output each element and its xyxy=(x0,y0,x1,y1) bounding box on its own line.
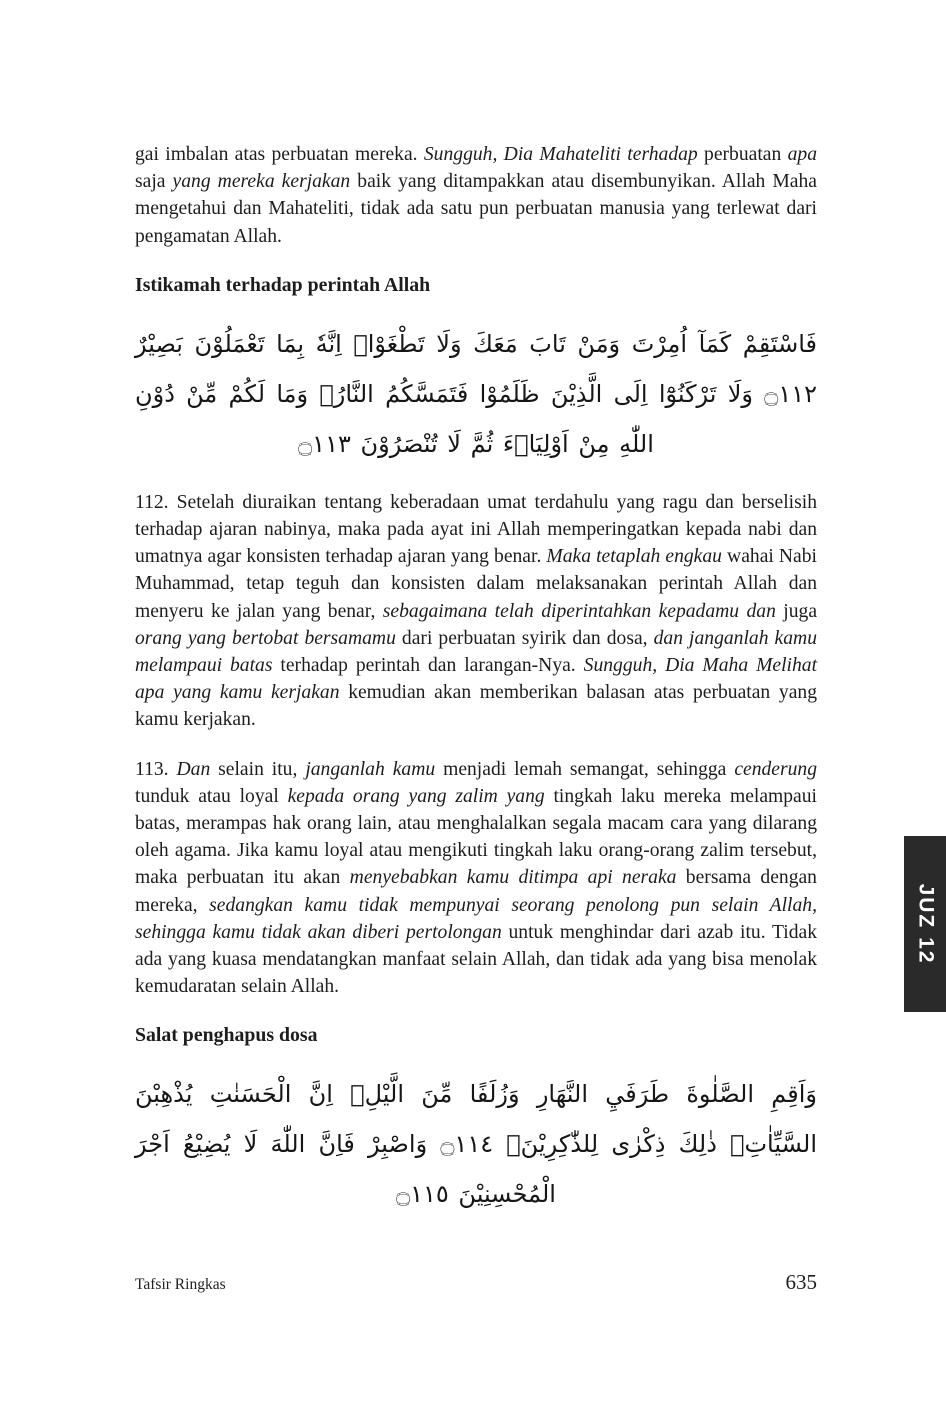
paragraph-continuation: gai imbalan atas perbuatan mereka. Sungguh, Dia Mahateliti terhadap perbuatan apa saja yang mereka kerjakan baik yang ditampakkan atau disembunyikan. Allah Maha mengetahui dan Mahateliti, tidak ada satu pun perbuatan manusia yang terlewat dari pengamatan Allah. xyxy=(135,144,817,247)
arabic-verse-112-113: فَاسْتَقِمْ كَمَآ اُمِرْتَ وَمَنْ تَابَ مَعَكَ وَلَا تَطْغَوْاۗ اِنَّهٗ بِمَا تَعْمَلُوْنَ بَصِيْرٌ ۝١١٢ وَلَا تَرْكَنُوْٓا اِلَى الَّذِيْنَ ظَلَمُوْا فَتَمَسَّكُمُ النَّارُۙ وَمَا لَكُمْ مِّنْ دُوْنِ اللّٰهِ مِنْ اَوْلِيَاۤءَ ثُمَّ لَا تُنْصَرُوْنَ ۝١١٣ xyxy=(135,329,817,458)
section-heading-salat: Salat penghapus dosa xyxy=(135,1024,318,1047)
page-number: 635 xyxy=(785,1270,817,1294)
juz-tab-label: JUZ 12 xyxy=(914,883,937,965)
paragraph-tafsir-112: 112. Setelah diuraikan tentang keberadaan umat terdahulu yang ragu dan berselisih terhadap ajaran nabinya, maka pada ayat ini Allah memperingatkan kepada nabi dan umatnya agar konsisten terhadap ajaran yang benar. Maka tetaplah engkau wahai Nabi Muhammad, tetap teguh dan konsisten dalam melaksanakan perintah Allah dan menyeru ke jalan yang benar, sebagaimana telah diperintahkan kepadamu dan juga orang yang bertobat bersamamu dari perbuatan syirik dan dosa, dan janganlah kamu melampaui batas terhadap perintah dan larangan-Nya. Sungguh, Dia Maha Melihat apa yang kamu kerjakan kemudian akan memberikan balasan atas perbuatan yang kamu kerjakan. xyxy=(135,491,818,731)
juz-tab xyxy=(904,836,946,1012)
arabic-verse-114-115: وَاَقِمِ الصَّلٰوةَ طَرَفَيِ النَّهَارِ وَزُلَفًا مِّنَ الَّيْلِۗ اِنَّ الْحَسَنٰتِ يُذْهِبْنَ السَّيِّاٰتِۗ ذٰلِكَ ذِكْرٰى لِلذّٰكِرِيْنَۚ ۝١١٤ وَاصْبِرْ فَاِنَّ اللّٰهَ لَا يُضِيْعُ اَجْرَ الْمُحْسِنِيْنَ ۝١١٥ xyxy=(135,1080,817,1209)
footer-book-title: Tafsir Ringkas xyxy=(135,1276,226,1293)
section-heading-istikamah: Istikamah terhadap perintah Allah xyxy=(135,273,431,296)
page-content xyxy=(135,141,817,1239)
page-footer xyxy=(135,1270,817,1295)
paragraph-tafsir-113: 113. Dan selain itu, janganlah kamu menjadi lemah semangat, sehingga cenderung tunduk atau loyal kepada orang yang zalim yang tingkah laku mereka melampaui batas, merampas hak orang lain, atau menghalalkan segala macam cara yang dilarang oleh agama. Jika kamu loyal atau mengikuti tingkah laku orang-orang zalim tersebut, maka perbuatan itu akan menyebabkan kamu ditimpa api neraka bersama dengan mereka, sedangkan kamu tidak mempunyai seorang penolong pun selain Allah, sehingga kamu tidak akan diberi pertolongan untuk menghindar dari azab itu. Tidak ada yang kuasa mendatangkan manfaat selain Allah, dan tidak ada yang bisa menolak kemudaratan selain Allah. xyxy=(135,758,818,998)
